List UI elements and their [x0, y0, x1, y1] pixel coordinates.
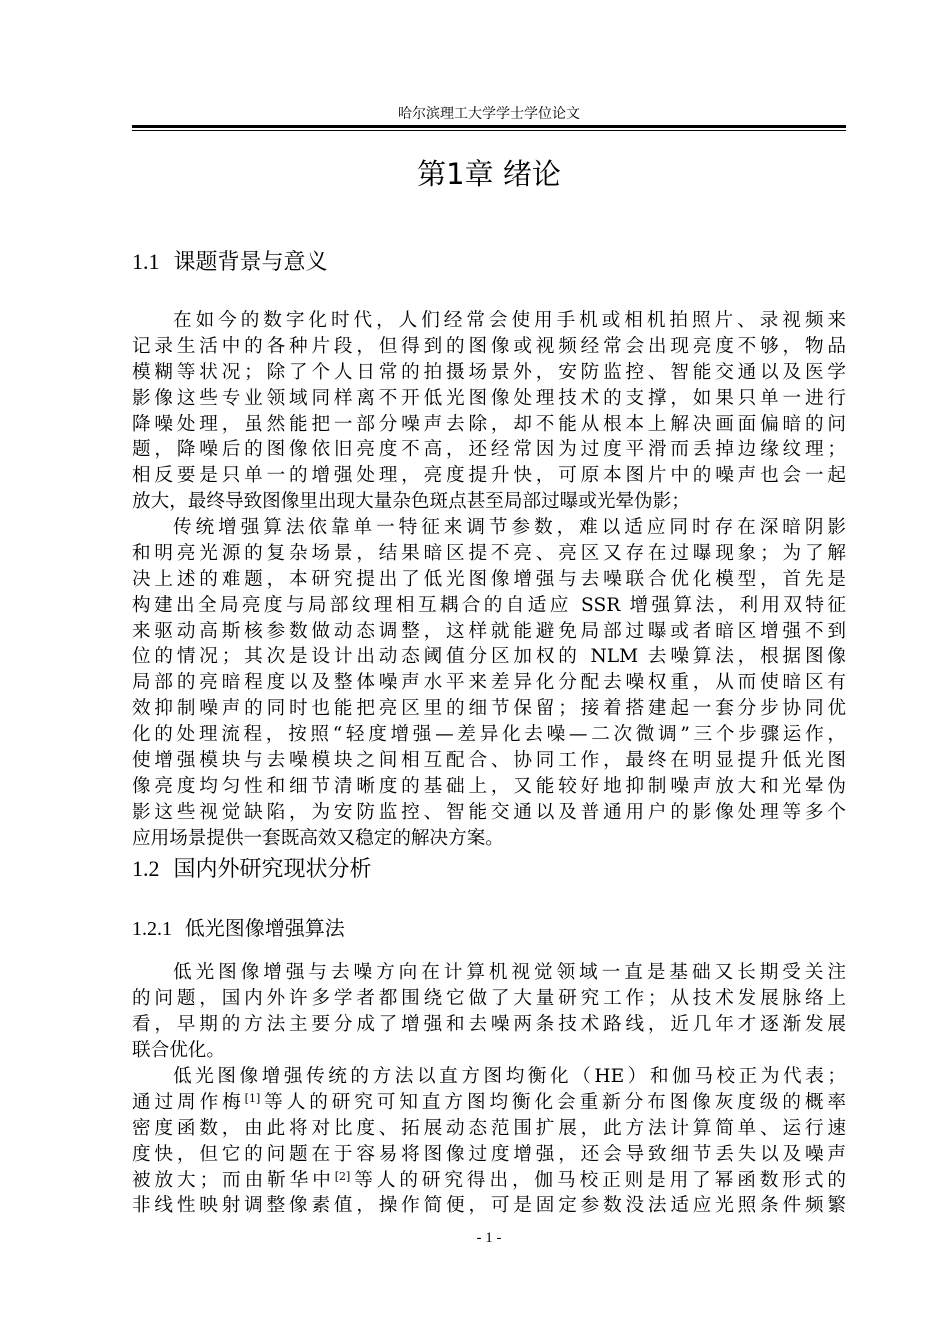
text-line: 影像这些专业领域同样离不开低光图像处理技术的支撑，如果只单一进行	[132, 387, 846, 409]
text-line: 在如今的数字化时代，人们经常会使用手机或相机拍照片、录视频来	[173, 310, 846, 331]
text-line: 和明亮光源的复杂场景，结果暗区提不亮、亮区又存在过曝现象；为了解	[132, 542, 846, 564]
section-number: 1.2.1	[132, 918, 172, 940]
text-line	[132, 1168, 846, 1194]
subsection-heading-1-2-1	[132, 912, 345, 945]
text-line: 决上述的难题，本研究提出了低光图像增强与去噪联合优化模型，首先是	[132, 568, 846, 590]
text-line: 应用场景提供一套既高效又稳定的解决方案。	[132, 827, 504, 849]
text-line: 使增强模块与去噪模块之间相互配合、协同工作，最终在明显提升低光图	[132, 750, 846, 772]
text-line: 的问题，国内外许多学者都围绕它做了大量研究工作；从技术发展脉络上	[132, 987, 846, 1009]
text-line: 位的情况；其次是设计出动态阈值分区加权的 NLM 去噪算法，根据图像	[132, 646, 846, 668]
text-line: 来驱动高斯核参数做动态调整，这样就能避免局部过曝或者暗区增强不到	[132, 620, 846, 642]
text-line: 相反要是只单一的增强处理，亮度提升快，可原本图片中的噪声也会一起	[132, 465, 846, 487]
header-rule-thin	[132, 130, 846, 131]
text-line: 低光图像增强传统的方法以直方图均衡化（HE）和伽马校正为代表；	[173, 1066, 846, 1087]
text-line: 度快，但它的问题在于容易将图像过度增强，还会导致细节丢失以及噪声	[132, 1143, 846, 1165]
text-line: 联合优化。	[132, 1039, 225, 1061]
text-line: 密度函数，由此将对比度、拓展动态范围扩展，此方法计算简单、运行速	[132, 1117, 846, 1139]
section-heading-1-1	[132, 246, 328, 279]
text-line: 低光图像增强与去噪方向在计算机视觉领域一直是基础又长期受关注	[173, 962, 846, 983]
citation-ref: [1]	[244, 1091, 261, 1105]
running-header: 哈尔滨理工大学学士学位论文	[398, 106, 580, 122]
page-number: - 1 -	[476, 1230, 502, 1246]
paragraph-background-2	[132, 515, 846, 852]
text-line: 效抑制噪声的同时也能把亮区里的细节保留；接着搭建起一套分步协同优	[132, 698, 846, 720]
paragraph-enhancement-intro	[132, 960, 846, 1064]
paragraph-background-1	[132, 308, 846, 515]
section-number: 1.1	[132, 249, 160, 274]
section-title: 课题背景与意义	[173, 250, 328, 275]
section-title: 低光图像增强算法	[184, 916, 345, 940]
text-line: 影这些视觉缺陷，为安防监控、智能交通以及普通用户的影像处理等多个	[132, 801, 846, 823]
text-line: 看，早期的方法主要分成了增强和去噪两条技术路线，近几年才逐渐发展	[132, 1013, 846, 1035]
chapter-title: 第1章 绪论	[417, 157, 561, 191]
section-title: 国内外研究现状分析	[173, 857, 372, 882]
text-line: 记录生活中的各种片段，但得到的图像或视频经常会出现亮度不够，物品	[132, 335, 846, 357]
text-line	[132, 1090, 846, 1116]
text-line: 模糊等状况；除了个人日常的拍摄场景外，安防监控、智能交通以及医学	[132, 361, 846, 383]
text-line: 传统增强算法依靠单一特征来调节参数，难以适应同时存在深暗阴影	[173, 517, 846, 538]
text-line: 构建出全局亮度与局部纹理相互耦合的自适应 SSR 增强算法，利用双特征	[132, 594, 846, 616]
citation-ref: [2]	[334, 1169, 351, 1183]
text-line: 像亮度均匀性和细节清晰度的基础上，又能较好地抑制噪声放大和光晕伪	[132, 775, 846, 797]
text-line: 题，降噪后的图像依旧亮度不高，还经常因为过度平滑而丢掉边缘纹理；	[132, 439, 846, 461]
text-segment: 通过周作梅	[132, 1091, 245, 1113]
text-line: 化的处理流程，按照“轻度增强—差异化去噪—二次微调”三个步骤运作，	[132, 724, 846, 746]
text-line: 放大，最终导致图像里出现大量杂色斑点甚至局部过曝或光晕伪影；	[132, 491, 690, 513]
header-rule-thick	[132, 125, 846, 128]
text-segment: 被放大；而由靳华中	[132, 1169, 335, 1191]
text-line: 局部的亮暗程度以及整体噪声水平来差异化分配去噪权重，从而使暗区有	[132, 672, 846, 694]
section-number: 1.2	[132, 856, 160, 881]
text-segment: 等人的研究得出，伽马校正则是用了幂函数形式的	[350, 1169, 846, 1191]
text-segment: 等人的研究可知直方图均衡化会重新分布图像灰度级的概率	[260, 1091, 846, 1113]
paragraph-traditional-methods	[132, 1064, 846, 1219]
text-line: 降噪处理，虽然能把一部分噪声去除，却不能从根本上解决画面偏暗的问	[132, 413, 846, 435]
text-line: 非线性映射调整像素值，操作简便，可是固定参数没法适应光照条件频繁	[132, 1195, 846, 1217]
section-heading-1-2	[132, 853, 372, 886]
